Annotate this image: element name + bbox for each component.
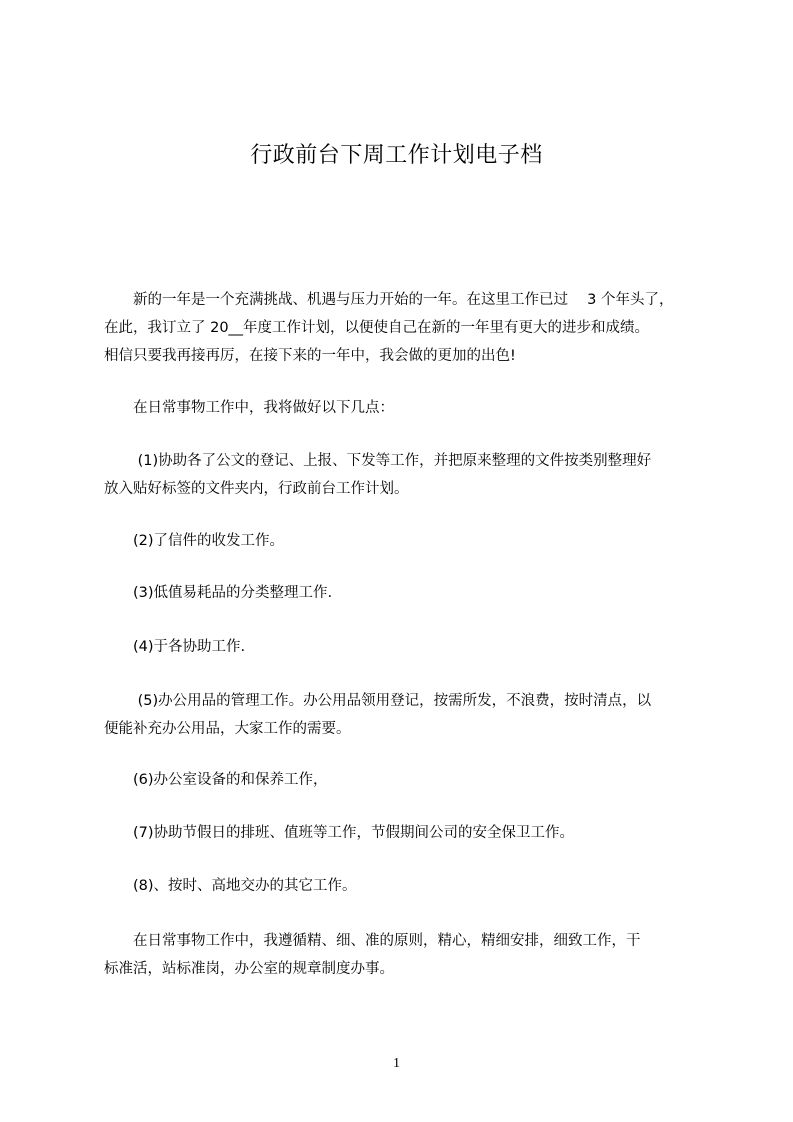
page-number: 1 xyxy=(393,1056,400,1071)
paragraph-line: (7)协助节假日的排班、值班等工作，节假期间公司的安全保卫工作。 xyxy=(104,825,575,841)
paragraph-line: 标准活，站标准岗，办公室的规章制度办事。 xyxy=(104,961,394,977)
paragraph-line: 相信只要我再接再厉，在接下来的一年中，我会做的更加的出色! xyxy=(104,348,516,364)
paragraph-line: (1)协助各了公文的登记、上报、下发等工作，并把原来整理的文件按类别整理好 xyxy=(104,453,652,469)
paragraph-line: 在日常事物工作中，我将做好以下几点： xyxy=(104,400,394,416)
paragraph-item-4 xyxy=(104,633,709,661)
paragraph-line: (5)办公用品的管理工作。办公用品领用登记，按需所发，不浪费，按时清点，以 xyxy=(104,693,652,709)
paragraph-line: (6)办公室设备的和保养工作， xyxy=(104,772,328,788)
paragraph-line: 新的一年是一个充满挑战、机遇与压力开始的一年。在这里工作已过 3 个年头了， xyxy=(104,292,674,308)
paragraph-item-7 xyxy=(104,819,709,847)
paragraph-line: (3)低值易耗品的分类整理工作. xyxy=(104,585,333,601)
paragraph-intro xyxy=(104,286,709,370)
paragraph-points-intro xyxy=(104,394,709,422)
paragraph-line: 放入贴好标签的文件夹内，行政前台工作计划。 xyxy=(104,481,409,497)
paragraph-line: 便能补充办公用品，大家工作的需要。 xyxy=(104,721,351,737)
paragraph-line: 在日常事物工作中，我遵循精、细、准的原则，精心，精细安排，细致工作，干 xyxy=(104,933,641,949)
paragraph-line: 在此，我订立了 20__年度工作计划，以便使自己在新的一年里有更大的进步和成绩。 xyxy=(104,320,650,336)
paragraph-item-6 xyxy=(104,766,709,794)
paragraph-item-3 xyxy=(104,579,709,607)
paragraph-summary xyxy=(104,927,709,983)
paragraph-item-1 xyxy=(104,447,709,503)
document-title: 行政前台下周工作计划电子档 xyxy=(250,143,543,168)
paragraph-line: (2)了信件的收发工作。 xyxy=(104,533,285,549)
paragraph-item-8 xyxy=(104,872,709,900)
paragraph-item-2 xyxy=(104,527,709,555)
paragraph-line: (8)、按时、高地交办的其它工作。 xyxy=(104,878,357,894)
paragraph-line: (4)于各协助工作. xyxy=(104,639,246,655)
paragraph-item-5 xyxy=(104,687,709,743)
